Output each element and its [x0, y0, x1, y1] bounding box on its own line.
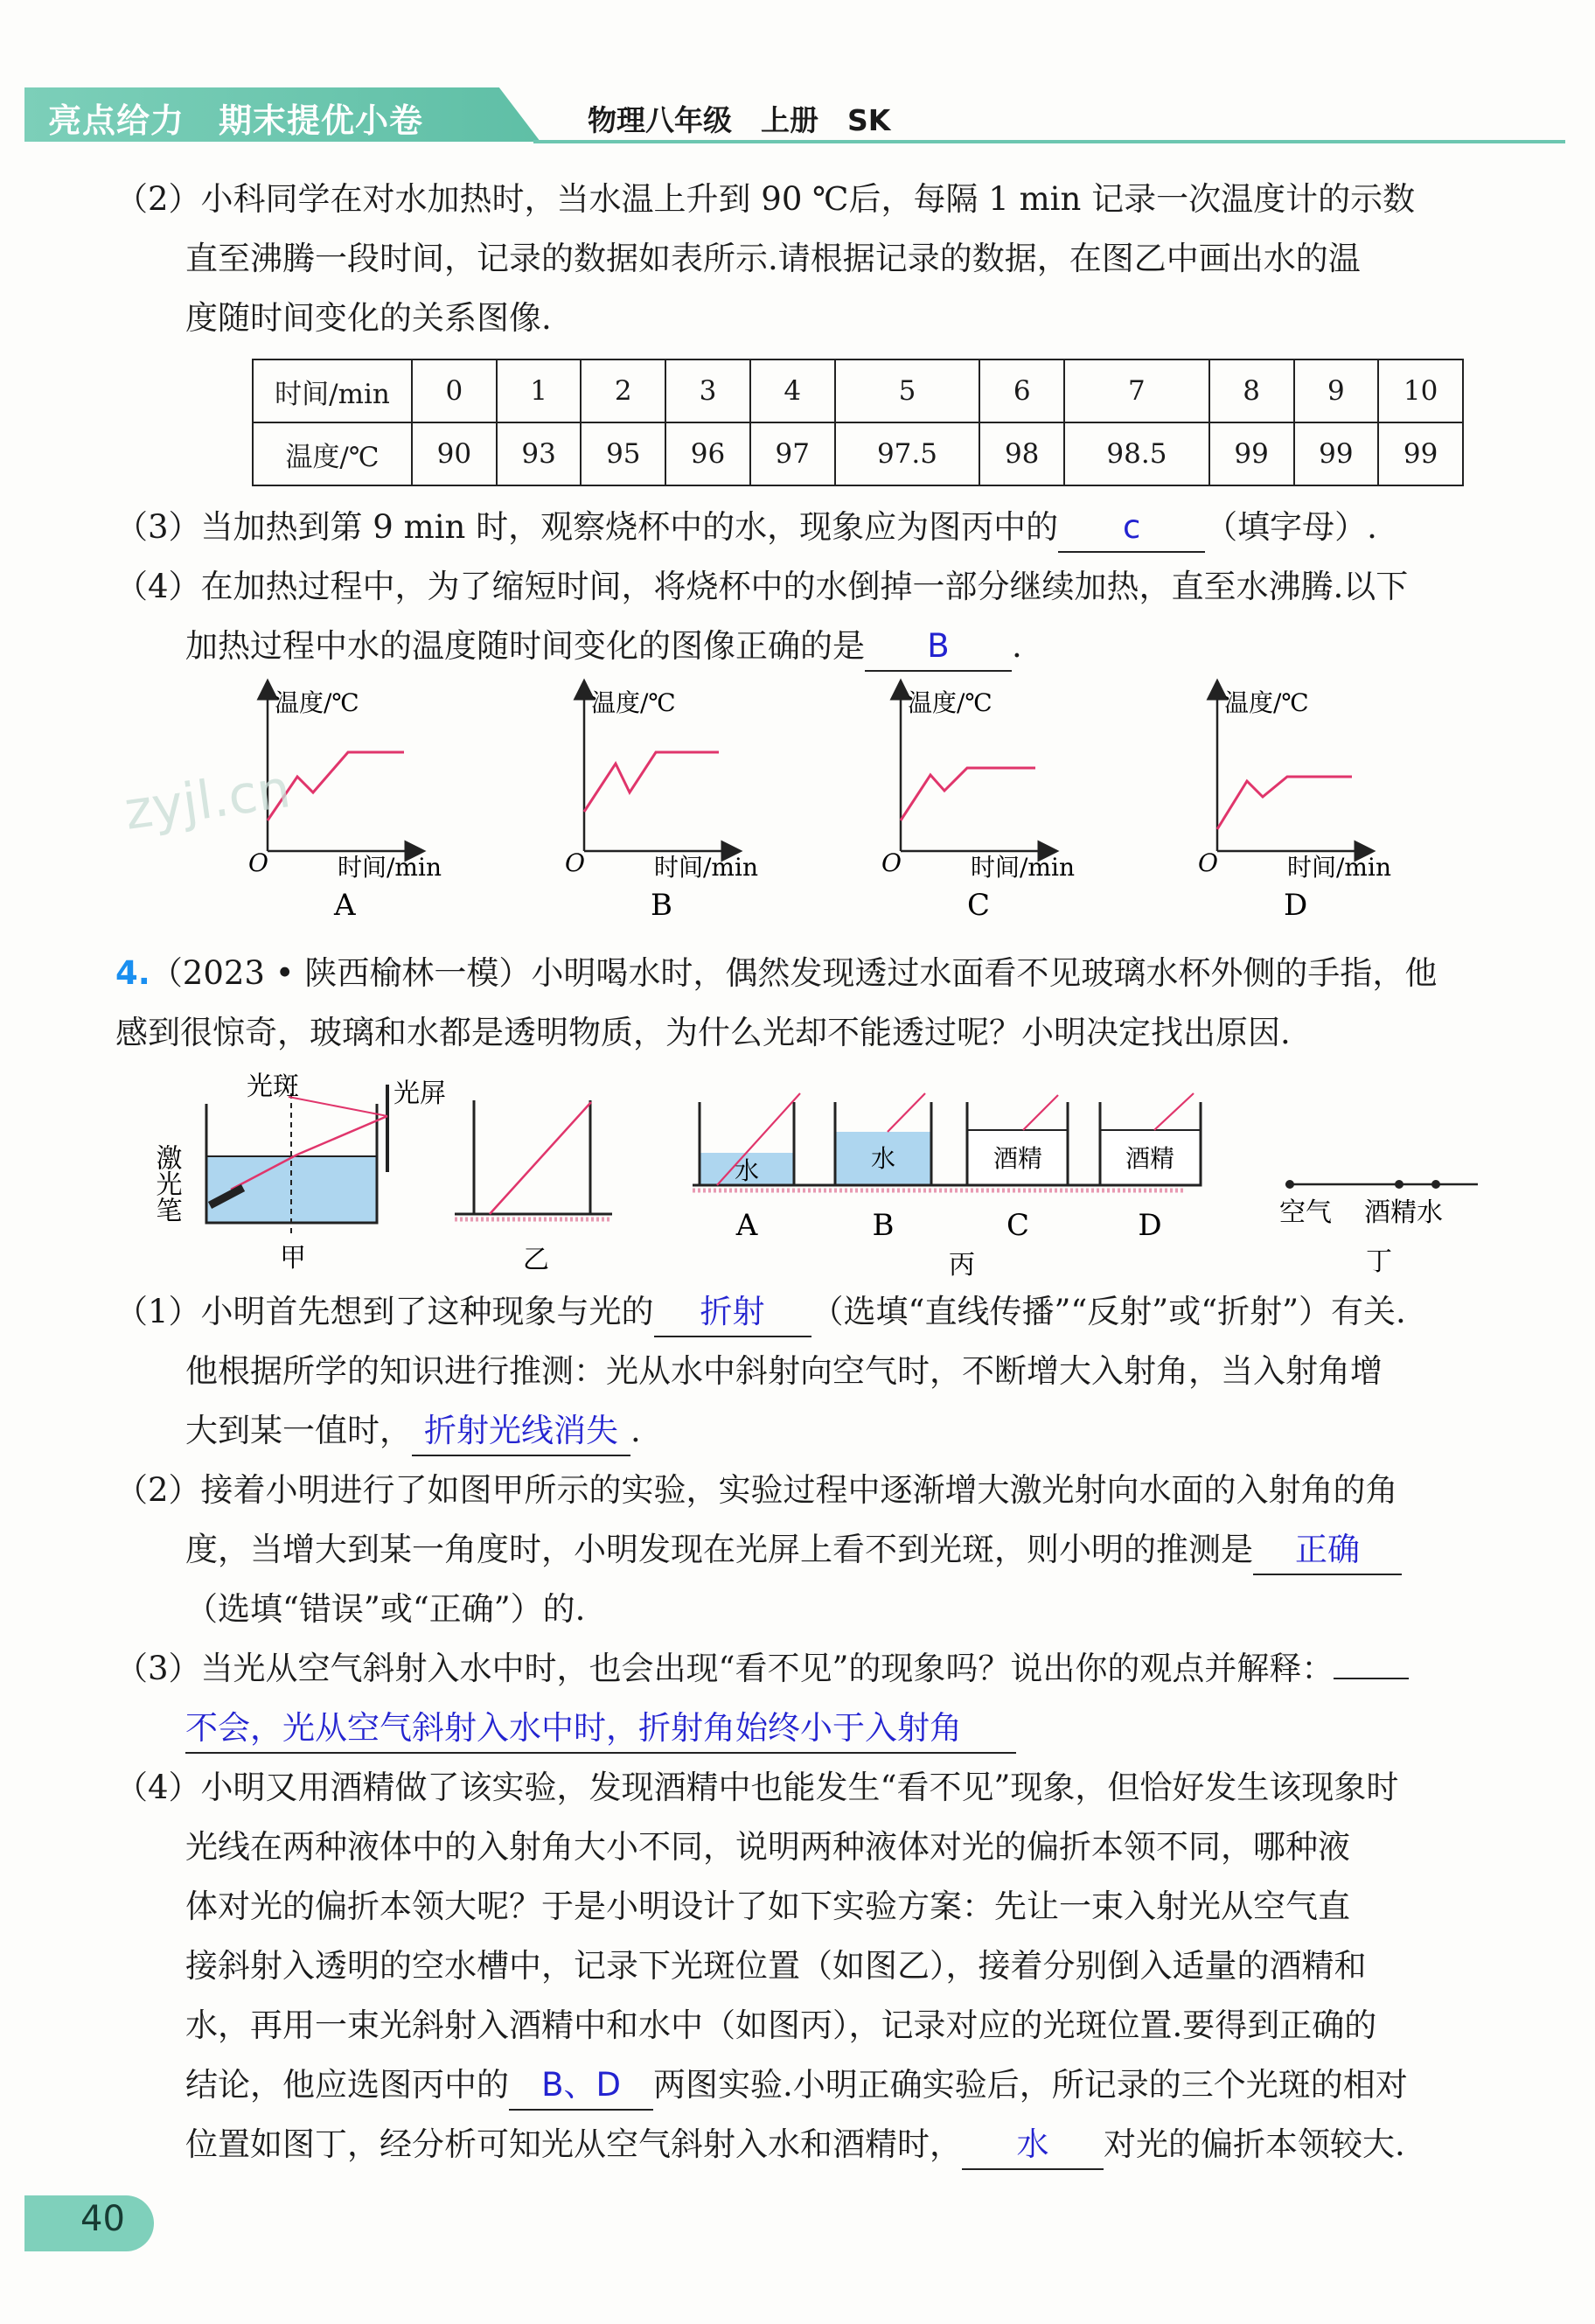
- q4-p4-answer1: B、D: [541, 2066, 621, 2104]
- yi-tank-walls: [474, 1100, 590, 1214]
- tank-A-label: 水: [734, 1156, 760, 1185]
- jia-reflected-ray: [289, 1097, 387, 1116]
- q3-p3-text: （3）当加热到第 9 min 时，观察烧杯中的水，现象应为图丙中的: [115, 508, 1059, 546]
- q4-p1-line1: [115, 1281, 1406, 1343]
- graph-D-xlabel: 时间/min: [1287, 853, 1391, 882]
- ding-caption: 丁: [1366, 1246, 1392, 1277]
- yi-ray: [490, 1102, 591, 1214]
- q4-p1-blank1[interactable]: [654, 1288, 811, 1337]
- q4-p1-blank2[interactable]: [412, 1407, 630, 1456]
- tank-C-label: 酒精: [993, 1144, 1043, 1173]
- header-rule: [533, 140, 1565, 143]
- graph-C-label: C: [967, 888, 991, 923]
- tank-B-label: 水: [870, 1144, 896, 1173]
- q3-p4-blank[interactable]: [865, 623, 1012, 672]
- data-table: [252, 359, 1464, 486]
- graph-A-xlabel: 时间/min: [338, 853, 442, 882]
- graph-A-origin: O: [248, 848, 268, 877]
- watermark: zyjl.cn: [121, 758, 295, 842]
- figure-jia: [151, 1071, 447, 1274]
- q4-line1-text: （2023 • 陕西榆林一模）小明喝水时，偶然发现透过水面看不见玻璃水杯外侧的手指，他: [150, 954, 1438, 992]
- graph-C-ylabel: 温度/℃: [908, 688, 993, 717]
- jia-caption: 甲: [280, 1243, 306, 1274]
- jia-screen-label: [394, 1078, 446, 1109]
- q3-p2-line2: 直至沸腾一段时间，记录的数据如表所示.请根据记录的数据，在图乙中画出水的温: [185, 240, 1361, 277]
- q4-p4-line2: 光线在两种液体中的入射角大小不同，说明两种液体对光的偏折本领不同，哪种液: [185, 1828, 1350, 1866]
- q3-p3-answer: c: [1122, 508, 1141, 546]
- time-cell: 5: [835, 359, 980, 422]
- graph-B-ylabel: 温度/℃: [591, 688, 676, 717]
- ding-spot-alcohol: [1395, 1180, 1403, 1189]
- q4-p2-text: 度，当增大到某一角度时，小明发现在光屏上看不到光斑，则小明的推测是: [185, 1531, 1253, 1568]
- q4-p3-answer[interactable]: 不会，光从空气斜射入水中时，折射角始终小于入射角: [185, 1705, 1016, 1754]
- q4-p4-line7: [185, 2114, 1405, 2175]
- q4-p4-blank2[interactable]: [962, 2121, 1104, 2170]
- figure-bing: [693, 1093, 1201, 1281]
- graph-B-label: B: [651, 888, 672, 923]
- q4-p2-answer: 正确: [1295, 1531, 1360, 1568]
- tank-A-letter: A: [735, 1208, 758, 1243]
- graph-B-curve: [584, 752, 719, 812]
- graph-D-ylabel: 温度/℃: [1224, 688, 1309, 717]
- q4-p3-line2: [185, 1698, 1016, 1759]
- q4-p1-line3-b: .: [630, 1412, 641, 1449]
- tank-C-ray: [1023, 1095, 1058, 1130]
- q3-p2-line3: 度随时间变化的关系图像.: [185, 299, 552, 337]
- q3-p4-line2: [185, 616, 1022, 677]
- q4-p1-text-b: （选填“直线传播”“反射”或“折射”）有关.: [811, 1293, 1406, 1330]
- q4-p4-line1: （4）小明又用酒精做了该实验，发现酒精中也能发生“看不见”现象，但恰好发生该现象时: [115, 1769, 1399, 1806]
- q3-p4-line1: （4）在加热过程中，为了缩短时间，将烧杯中的水倒掉一部分继续加热，直至水沸腾.以下: [115, 568, 1409, 605]
- tank-C-letter: C: [1006, 1208, 1030, 1243]
- q4-p2-line3: （选填“错误”或“正确”）的.: [185, 1590, 586, 1628]
- q4-p1-answer2: 折射光线消失: [424, 1412, 618, 1449]
- jia-screen-label-text: 光屏: [394, 1078, 446, 1109]
- q4-p1-line3-a: 大到某一值时，: [185, 1412, 412, 1449]
- graph-D-origin: O: [1198, 848, 1218, 877]
- graph-D: [1198, 688, 1391, 923]
- temp-cell: 99: [1378, 422, 1463, 485]
- graph-C: [881, 688, 1075, 923]
- jia-spot-label: 光斑: [247, 1071, 299, 1102]
- time-cell: 0: [412, 359, 497, 422]
- q3-p4-answer: B: [927, 627, 950, 665]
- q4-p4-line3: 体对光的偏折本领大呢？于是小明设计了如下实验方案：先让一束入射光从空气直: [185, 1888, 1350, 1925]
- q4-p4-line6-b: 两图实验.小明正确实验后，所记录的三个光斑的相对: [653, 2066, 1408, 2104]
- graph-A-ylabel: 温度/℃: [275, 688, 359, 717]
- q4-p4-line4: 接斜射入透明的空水槽中，记录下光斑位置（如图乙），接着分别倒入适量的酒精和: [185, 1947, 1367, 1985]
- graph-B-origin: O: [565, 848, 585, 877]
- q3-p3-blank[interactable]: [1058, 504, 1205, 553]
- temp-cell: 95: [581, 422, 665, 485]
- graph-C-curve: [901, 768, 1035, 820]
- q4-p3-line1: [115, 1638, 1409, 1699]
- graph-D-label: D: [1284, 888, 1308, 923]
- time-row: [253, 359, 1463, 422]
- q4-p2-line2: [185, 1519, 1402, 1581]
- temp-cell: 99: [1209, 422, 1294, 485]
- q4-p2-line1: （2）接着小明进行了如图甲所示的实验，实验过程中逐渐增大激光射向水面的入射角的角: [115, 1471, 1398, 1509]
- q4-p4-line6-a: 结论，他应选图丙中的: [185, 2066, 509, 2104]
- temp-cell: 96: [665, 422, 750, 485]
- figure-yi: [455, 1100, 612, 1275]
- temp-row: [253, 422, 1463, 485]
- q3-p2-line1: （2）小科同学在对水加热时，当水温上升到 90 ℃后，每隔 1 min 记录一次温度计的示数: [115, 180, 1416, 218]
- q4-p4-line5: 水，再用一束光斜射入酒精中和水中（如图丙），记录对应的光斑位置.要得到正确的: [185, 2006, 1377, 2044]
- tank-D-letter: D: [1138, 1208, 1162, 1243]
- time-cell: 6: [979, 359, 1064, 422]
- temp-header: 温度/℃: [253, 422, 412, 485]
- time-cell: 2: [581, 359, 665, 422]
- q4-p4-line7-b: 对光的偏折本领较大.: [1104, 2125, 1405, 2163]
- temp-cell: 90: [412, 422, 497, 485]
- header-title: 亮点给力 期末提优小卷: [48, 101, 424, 140]
- tank-B-ray: [888, 1093, 925, 1132]
- jia-refracted-ray: [297, 1116, 387, 1155]
- jia-pen-label: 激光笔: [150, 1144, 182, 1223]
- figure-ding: [1279, 1180, 1478, 1277]
- q4-number: 4.: [115, 954, 150, 992]
- ding-air-label: 空气: [1279, 1197, 1332, 1228]
- temp-cell: 93: [497, 422, 582, 485]
- time-cell: 4: [750, 359, 835, 422]
- graph-B-xlabel: 时间/min: [654, 853, 758, 882]
- q4-line1: [115, 943, 1437, 1004]
- q4-p3-text: （3）当光从空气斜射入水中时，也会出现“看不见”的现象吗？说出你的观点并解释：: [115, 1650, 1334, 1687]
- tank-D-label: 酒精: [1125, 1144, 1175, 1173]
- q3-p3-tail: （填字母）.: [1205, 508, 1377, 546]
- q4-p4-line7-a: 位置如图丁，经分析可知光从空气斜射入水和酒精时，: [185, 2125, 962, 2163]
- temp-cell: 99: [1294, 422, 1379, 485]
- time-cell: 8: [1209, 359, 1294, 422]
- tank-B-letter: B: [872, 1208, 895, 1243]
- temp-cell: 98: [979, 422, 1064, 485]
- tank-D-ray: [1154, 1093, 1194, 1130]
- q3-p4-tail: .: [1012, 627, 1022, 665]
- time-cell: 10: [1378, 359, 1463, 422]
- bing-caption: 丙: [949, 1250, 975, 1281]
- header-subtitle: 物理八年级 上册 SK: [588, 103, 891, 137]
- q4-p3-blank-start: [1334, 1678, 1409, 1679]
- graph-C-origin: O: [881, 848, 902, 877]
- ding-spot-air: [1285, 1180, 1294, 1189]
- q4-p1-answer1: 折射: [700, 1293, 765, 1330]
- graph-D-curve: [1217, 777, 1352, 829]
- time-cell: 3: [665, 359, 750, 422]
- time-cell: 1: [497, 359, 582, 422]
- time-cell: 7: [1064, 359, 1209, 422]
- yi-caption: 乙: [523, 1245, 549, 1275]
- q3-p3-line: [115, 497, 1377, 558]
- graph-A-label: A: [334, 888, 356, 923]
- temp-cell: 97.5: [835, 422, 980, 485]
- q4-p2-blank[interactable]: [1253, 1526, 1402, 1575]
- q4-figures: [150, 1067, 1504, 1281]
- temp-cell: 98.5: [1064, 422, 1209, 485]
- ding-liquids-label: 酒精水: [1364, 1197, 1443, 1228]
- q4-p1-line3: [185, 1400, 641, 1462]
- temp-cell: 97: [750, 422, 835, 485]
- graph-B: [565, 688, 758, 923]
- q4-p1-line2: 他根据所学的知识进行推测：光从水中斜射向空气时，不断增大入射角，当入射角增: [185, 1352, 1383, 1390]
- page-number: 40: [80, 2199, 125, 2239]
- q3-p4-text: 加热过程中水的温度随时间变化的图像正确的是: [185, 627, 865, 665]
- q4-p4-blank1[interactable]: [509, 2062, 653, 2111]
- ding-spot-water: [1431, 1180, 1440, 1189]
- temperature-graphs: [236, 680, 1425, 934]
- q4-p4-line6: [185, 2055, 1408, 2116]
- time-header: 时间/min: [253, 359, 412, 422]
- graph-C-xlabel: 时间/min: [971, 853, 1075, 882]
- q4-p4-answer2: 水: [1016, 2125, 1049, 2163]
- q4-line2: 感到很惊奇，玻璃和水都是透明物质，为什么光却不能透过呢？小明决定找出原因.: [115, 1014, 1291, 1051]
- time-cell: 9: [1294, 359, 1379, 422]
- q4-p1-text-a: （1）小明首先想到了这种现象与光的: [115, 1293, 654, 1330]
